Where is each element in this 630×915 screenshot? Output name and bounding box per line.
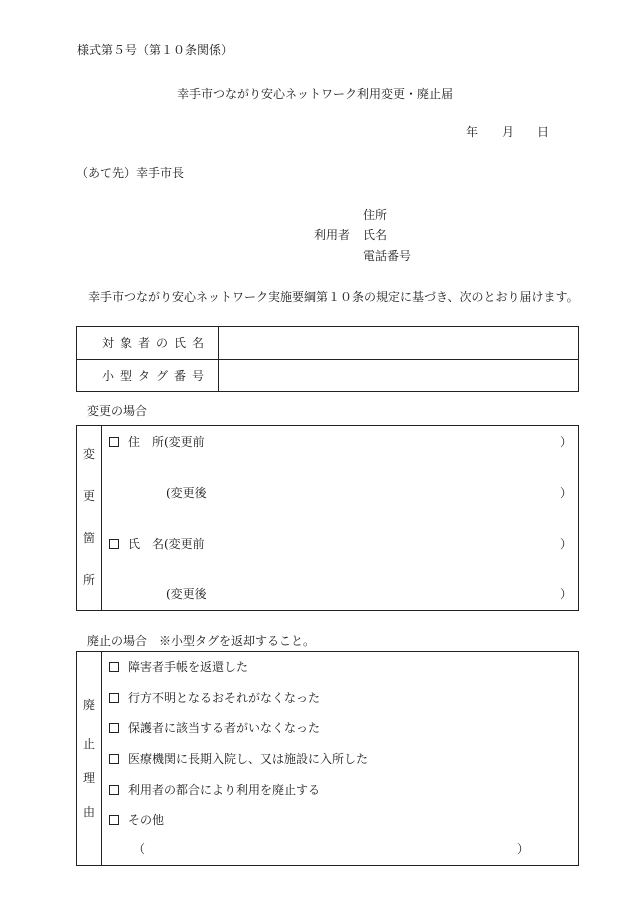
- date-month: 月: [502, 125, 515, 139]
- other-reason-field[interactable]: [145, 840, 515, 858]
- reason-checkbox[interactable]: [109, 723, 119, 733]
- applicant-address-label: 住所: [363, 208, 388, 222]
- date-day: 日: [537, 125, 550, 139]
- reason-item: [109, 784, 320, 796]
- change-table: [76, 425, 579, 611]
- abolish-table-column-divider: [101, 651, 102, 866]
- applicant-name-label: 氏名: [363, 228, 388, 242]
- statement: 幸手市つながり安心ネットワーク実施要綱第１０条の規定に基づき、次のとおり届けます。: [88, 290, 579, 304]
- reason-item: [109, 753, 368, 765]
- date-year: 年: [466, 125, 479, 139]
- reason-checkbox[interactable]: [109, 754, 119, 764]
- close-paren: ）: [560, 486, 573, 500]
- target-name-field[interactable]: [219, 327, 577, 359]
- change-name-checkbox[interactable]: [109, 539, 119, 549]
- tag-number-field[interactable]: [219, 360, 577, 391]
- abolish-side-label-4: 由: [83, 805, 96, 819]
- change-address-row: [109, 436, 205, 448]
- change-side-label-1: 変: [83, 447, 96, 461]
- change-address-after-label: (変更後: [166, 486, 207, 500]
- change-table-column-divider: [101, 425, 102, 611]
- other-close-paren: ）: [517, 842, 530, 856]
- addressee: （あて先）幸手市長: [76, 166, 185, 180]
- close-paren: ）: [560, 435, 573, 449]
- change-address-before-label: 住 所(変更前: [128, 435, 205, 449]
- applicant-phone-label: 電話番号: [363, 249, 412, 263]
- reason-checkbox[interactable]: [109, 785, 119, 795]
- change-address-checkbox[interactable]: [109, 437, 119, 447]
- reason-label: 保護者に該当する者がいなくなった: [128, 721, 321, 735]
- abolish-side-label-1: 廃: [83, 698, 96, 712]
- reason-item: [109, 722, 320, 734]
- change-side-label-3: 箇: [83, 531, 96, 545]
- reason-label: 利用者の都合により利用を廃止する: [128, 783, 321, 797]
- form-number: 様式第５号（第１０条関係）: [77, 43, 234, 57]
- reason-item: [109, 692, 320, 704]
- change-name-row: [109, 538, 205, 550]
- other-open-paren: （: [133, 842, 146, 856]
- tag-number-label: 小型タグ番号: [102, 369, 211, 383]
- form-title: 幸手市つながり安心ネットワーク利用変更・廃止届: [176, 87, 453, 101]
- abolish-side-label-3: 理: [83, 771, 96, 785]
- change-name-before-label: 氏 名(変更前: [128, 537, 205, 551]
- reason-item-other: [109, 814, 164, 826]
- abolish-section-heading: 廃止の場合 ※小型タグを返却すること。: [87, 634, 316, 648]
- change-side-label-4: 所: [83, 573, 96, 587]
- change-side-label-2: 更: [83, 489, 96, 503]
- reason-label: 医療機関に長期入院し、又は施設に入所した: [128, 752, 369, 766]
- close-paren: ）: [560, 537, 573, 551]
- reason-other-checkbox[interactable]: [109, 815, 119, 825]
- reason-label: 行方不明となるおそれがなくなった: [128, 691, 321, 705]
- reason-label: 障害者手帳を返還した: [128, 660, 249, 674]
- abolish-side-label-2: 止: [83, 737, 96, 751]
- reason-other-label: その他: [128, 813, 165, 827]
- target-name-label: 対象者の氏名: [102, 336, 211, 350]
- change-section-heading: 変更の場合: [87, 404, 148, 418]
- reason-checkbox[interactable]: [109, 693, 119, 703]
- change-name-after-label: (変更後: [166, 587, 207, 601]
- reason-checkbox[interactable]: [109, 662, 119, 672]
- reason-item: [109, 661, 248, 673]
- applicant-role-label: 利用者: [314, 228, 351, 242]
- close-paren: ）: [560, 587, 573, 601]
